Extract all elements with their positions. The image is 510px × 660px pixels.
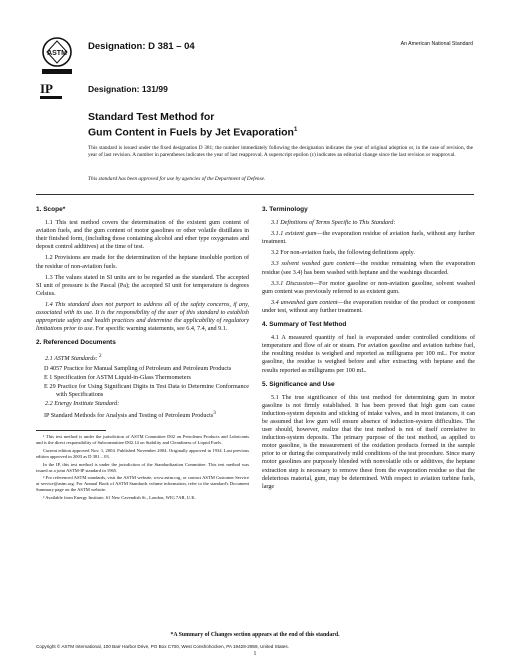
astm-designation: Designation: D 381 – 04: [88, 41, 195, 52]
para-1-1: 1.1 This test method covers the determination of the existent gum content of aviation fuels, and the gum content of motor gasolines or other volatile distillates in their finished form, (including those containing alcohol and ether type oxygenates and deposit control additives) at the time of test.: [36, 220, 249, 251]
footnote: ³ Available from Energy Institute, 61 New Cavendish St., London, WIG 7AR, U.K.: [43, 495, 196, 500]
header-divider: [36, 194, 474, 195]
document-title: [88, 111, 428, 140]
svg-text:IP: IP: [40, 81, 53, 96]
section-1-heading: 1. Scope*: [36, 206, 66, 213]
reference-item: E 29 Practice for Using Significant Digits in Test Data to Determine Conformance with Specifications: [44, 383, 249, 398]
para-3-3: 3.3 solvent washed gum content—the residue remaining when the evaporation residue (see 3.4) has been washed with heptane and the washings discarded.: [262, 261, 476, 276]
ip-designation: Designation: 131/99: [88, 84, 168, 94]
summary-of-changes-note: *A Summary of Changes section appears at the end of this standard.: [170, 632, 340, 638]
astm-logo: [40, 36, 74, 76]
footnote: ¹ This test method is under the jurisdiction of ASTM Committee D02 on Petroleum Products and Lubricants and is the direct responsibility of Subcommittee D02.14 on Stability and Cleanliness of Liquid Fuels.: [36, 434, 249, 446]
svg-text:ASTM: ASTM: [47, 50, 67, 57]
para-4-1: 4.1 A measured quantity of fuel is evaporated under controlled conditions of temperature and flow of air or steam. For aviation gasoline and aviation turbine fuel, the resulting residue is weighed and reported as milligrams per 100 mL. For motor gasoline, the residue is weighed before and after extracting with heptane and the results reported as milligrams per 100 mL.: [262, 335, 475, 374]
title-line-1: Standard Test Method for: [88, 111, 215, 123]
para-3-2: 3.2 For non-aviation fuels, the following definitions apply.: [271, 250, 415, 257]
para-3-1-1: 3.1.1 existent gum—the evaporation residue of aviation fuels, without any further treatment.: [262, 231, 475, 246]
reference-item: D 4057 Practice for Manual Sampling of Petroleum and Petroleum Products: [44, 365, 232, 372]
ip-logo: [39, 80, 69, 102]
para-3-4: 3.4 unwashed gum content—the evaporation residue of the product or component under test, without any further treatment.: [262, 299, 475, 314]
footnote: ² For referenced ASTM standards, visit the ASTM website, www.astm.org, or contact ASTM Customer Service at service@astm.org. For Annual Book of ASTM Standards volume information, refer to the standard's Document Summary page on the ASTM website.: [36, 475, 249, 493]
copyright-line: Copyright © ASTM International, 100 Barr Harbor Drive, PO Box C700, West Conshohocken, PA 19428-2959, United States.: [36, 644, 289, 649]
para-3-3-1: 3.3.1 Discussion—For motor gasoline or non-aviation gasoline, solvent washed gum content was previously referred to as existent gum.: [262, 280, 475, 295]
page-number: 1: [253, 651, 257, 657]
energy-institute-label: 2.2 Energy Institute Standard:: [45, 400, 120, 407]
right-column: [262, 200, 475, 494]
astm-standards-label: 2.1 ASTM Standards: $^2$: [45, 353, 102, 363]
dod-approval-note: This standard has been approved for use by agencies of the Department of Defense.: [88, 176, 266, 182]
section-3-heading: 3. Terminology: [262, 206, 308, 213]
section-2-heading: 2. Referenced Documents: [36, 339, 116, 347]
para-1-4: 1.4 This standard does not purport to address all of the safety concerns, if any, associated with its use. It is the responsibility of the user of this standard to establish appropriate safety and health practices and determine the applicability of regulatory limitations prior to use. For specific warning statements, see 6.4, 7.4, and 9.1.: [36, 301, 249, 333]
footnote: Current edition approved Nov. 1, 2004. Published November 2004. Originally approved in 1934. Last previous edition approved in 2003 as D 381 – 03.: [36, 447, 249, 459]
reference-item: IP Standard Methods for Analysis and Testing of Petroleum Products$^3$: [44, 410, 216, 420]
para-1-2: 1.2 Provisions are made for the determination of the heptane insoluble portion of the residue of non-aviation fuels.: [36, 255, 249, 270]
footnote: In the IP, this test method is under the jurisdiction of the Standardization Committee. This test method was issued as a joint ASTM-IP standard in 1965.: [36, 461, 249, 473]
para-1-3: 1.3 The values stated in SI units are to be regarded as the standard. The accepted SI unit of pressure is the Pascal (Pa); the accepted SI unit for temperature is degrees Celsius.: [36, 274, 249, 297]
para-3-1: 3.1 Definitions of Terms Specific to This Standard:: [271, 220, 396, 227]
issuance-notice: This standard is issued under the fixed designation D 381; the number immediately following the designation indicates the year of original adoption or, in the case of revision, the year of last revision. A number in parentheses indicates the year of last reapproval. A superscript epsilon (ε) indicates an editorial change since the last revision or reapproval.: [88, 145, 473, 159]
title-line-2: Gum Content in Fuels by Jet Evaporation$^1$: [88, 126, 298, 139]
section-5-heading: 5. Significance and Use: [262, 380, 335, 388]
footnote-divider: [36, 430, 106, 431]
para-5-1: 5.1 The true significance of this test method for determining gum in motor gasoline is not firmly established. It has been proved that high gum can cause induction-system deposits and sticking of intake valves, and in most instances, it can be assumed that low gum will ensure absence of induction-system difficulties. The user should, however, realize that the test method is not of itself correlative to induction-system deposits. The primary purpose of the test method, as applied to motor gasoline, is the measurement of the oxidation products formed in the sample prior to or during the comparatively mild conditions of the test procedure. Since many motor gasolines are purposely blended with nonvolatile oils or additives, the heptane extraction step is necessary to remove these from the evaporation residue so that the deleterious material, gum, may be determined. With respect to aviation turbine fuels, large: [262, 394, 475, 490]
reference-item: E 1 Specification for ASTM Liquid-in-Glass Thermometers: [44, 374, 191, 381]
left-column: [36, 200, 249, 503]
ans-label: An American National Standard: [400, 41, 473, 47]
section-4-heading: 4. Summary of Test Method: [262, 321, 347, 329]
